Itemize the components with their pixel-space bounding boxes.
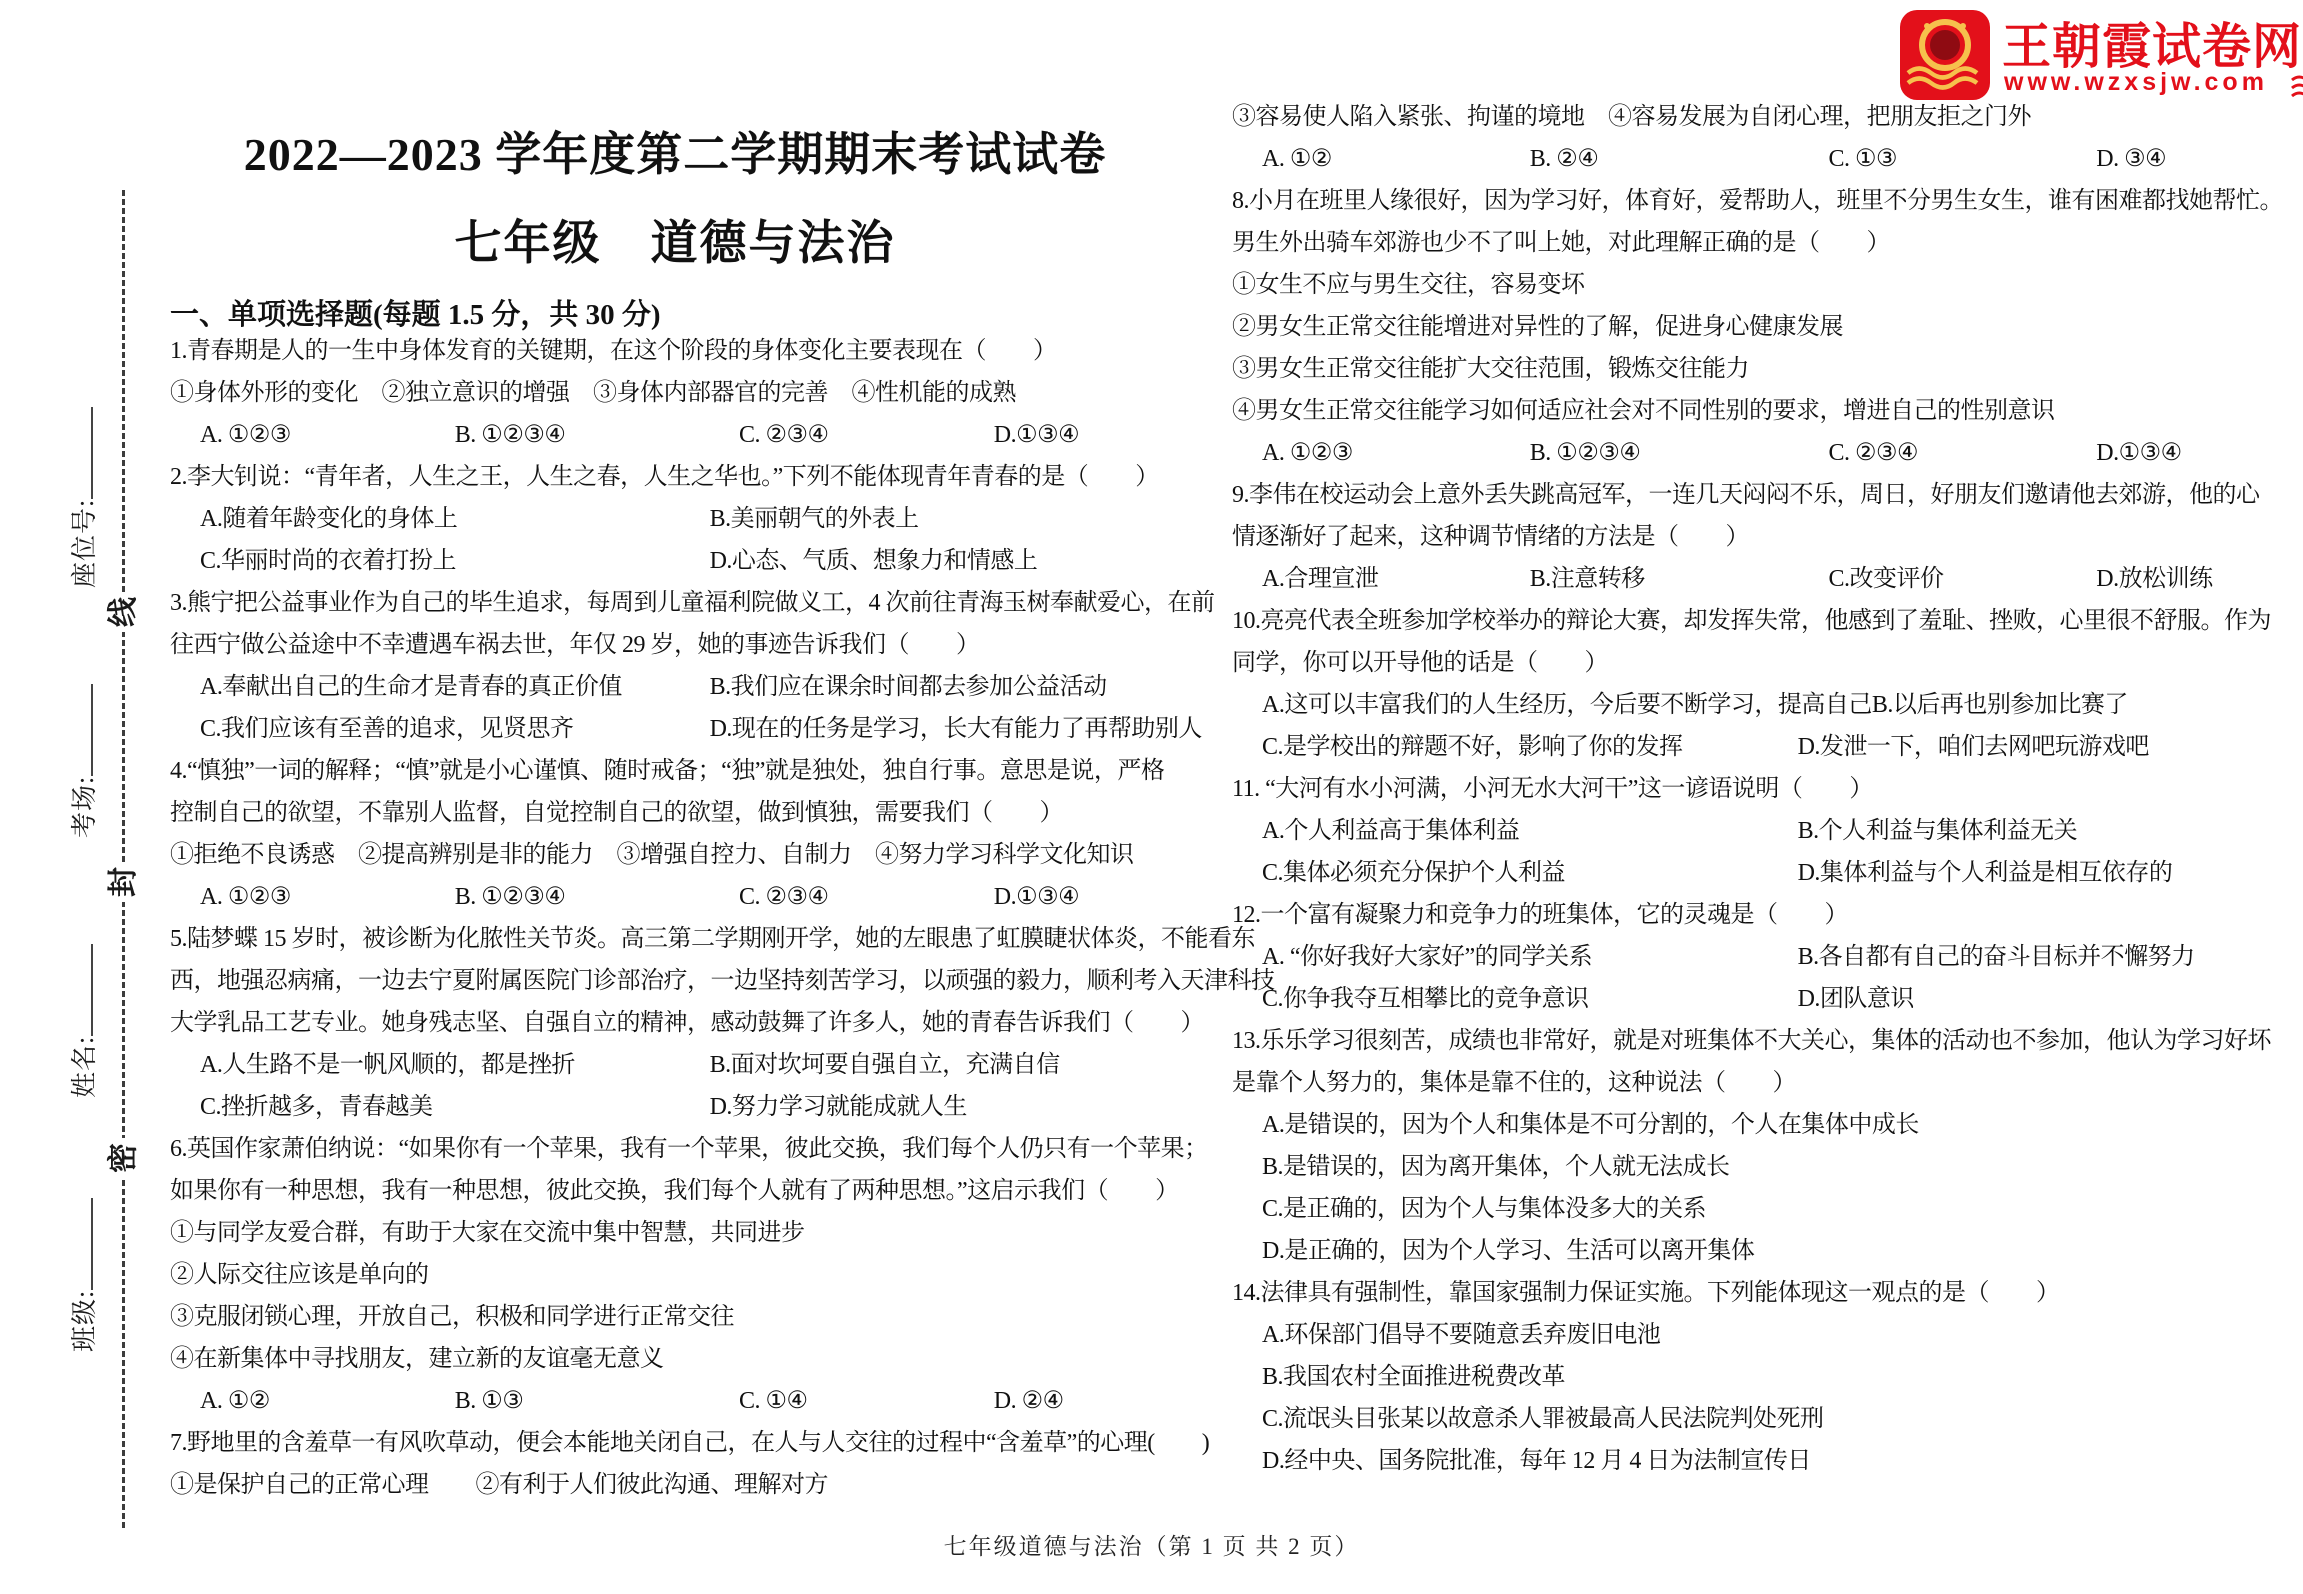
logo-site-url: www.wzxsjw.com [2004, 68, 2268, 96]
options-row [1232, 558, 2292, 600]
question-text-line: ①女生不应与男生交往，容易变坏 [1232, 272, 1585, 298]
option-cell: A. ①② [200, 1388, 270, 1414]
option-cell: B.以后再也别参加比赛了 [1871, 692, 2128, 718]
margin-field-label: 班级: [70, 1289, 99, 1352]
question-text-line: 5.陆梦蝶 15 岁时，被诊断为化脓性关节炎。高三第二学期刚开学，她的左眼患了虹膜睫状体炎，不能看东 [170, 926, 1255, 952]
seal-char: 封 [104, 862, 144, 902]
options-row [1232, 978, 2292, 1020]
question-text-line: 2.李大钊说：“青年者，人生之王，人生之春，人生之华也。”下列不能体现青年青春的是（ ） [170, 464, 1159, 490]
exam-title: 2022—2023 学年度第二学期期末考试试卷 [243, 129, 1107, 180]
option-cell: A. ①②③ [1262, 440, 1353, 466]
option-cell: D. ③④ [2096, 146, 2167, 172]
question-text-line: 大学乳品工艺专业。她身残志坚、自强自立的精神，感动鼓舞了许多人，她的青春告诉我们（ ） [170, 1010, 1204, 1036]
margin-field-3 [64, 1198, 101, 1352]
question-text-line: 往西宁做公益途中不幸遭遇车祸去世，年仅 29 岁，她的事迹告诉我们（ ） [170, 632, 980, 658]
question-text-line: 7.野地里的含羞草一有风吹草动，便会本能地关闭自己，在人与人交往的过程中“含羞草”的心理( ) [170, 1430, 1210, 1456]
options-row [1232, 852, 2292, 894]
exam-subtitle: 七年级 道德与法治 [454, 218, 896, 270]
option-cell: D.心态、气质、想象力和情感上 [709, 548, 1038, 574]
margin-field-blank [67, 1198, 93, 1290]
options-row [170, 1044, 1180, 1086]
exam-header [170, 118, 1180, 273]
question-text-line: 情逐渐好了起来，这种调节情绪的方法是（ ） [1232, 524, 1749, 550]
question-text-line: 9.李伟在校运动会上意外丢失跳高冠军，一连几天闷闷不乐，周日，好朋友们邀请他去郊游，他的心 [1232, 482, 2260, 508]
margin-field-2 [64, 944, 101, 1098]
option-cell: A.合理宣泄 [1262, 566, 1379, 592]
option-cell: D.①③④ [993, 884, 1080, 910]
question-text-line: ③克服闭锁心理，开放自己，积极和同学进行正常交往 [170, 1304, 734, 1330]
option-cell: C.我们应该有至善的追求，见贤思齐 [200, 716, 574, 742]
options-row [170, 414, 1180, 456]
question-text-line: 3.熊宁把公益事业作为自己的毕生追求，每周到儿童福利院做义工，4 次前往青海玉树奉献爱心，在前 [170, 590, 1215, 616]
question-text-line: ④在新集体中寻找朋友，建立新的友谊毫无意义 [170, 1346, 664, 1372]
logo-site-name: 王朝霞试卷网 [2002, 20, 2303, 74]
option-line: A.是错误的，因为个人和集体是不可分割的，个人在集体中成长 [1262, 1112, 1919, 1138]
option-cell: D.集体利益与个人利益是相互依存的 [1797, 860, 2173, 886]
options-row [1232, 936, 2292, 978]
options-row [170, 708, 1202, 750]
question-text-line: 10.亮亮代表全班参加学校举办的辩论大赛，却发挥失常，他感到了羞耻、挫败，心里很不舒服。作为 [1232, 608, 2271, 634]
option-cell: D.发泄一下，咱们去网吧玩游戏吧 [1797, 734, 2149, 760]
option-cell: C.华丽时尚的衣着打扮上 [200, 548, 457, 574]
options-row [170, 1380, 1180, 1422]
margin-field-label: 考场: [70, 775, 99, 838]
question-text-line: 1.青春期是人的一生中身体发育的关键期，在这个阶段的身体变化主要表现在（ ） [170, 338, 1057, 364]
option-cell: A.奉献出自己的生命才是青春的真正价值 [200, 674, 622, 700]
margin-field-1 [64, 684, 101, 838]
options-row [170, 876, 1180, 918]
margin-field-blank [67, 944, 93, 1036]
options-row [170, 1086, 1180, 1128]
option-cell: A.这可以丰富我们的人生经历，今后要不断学习，提高自己 [1262, 692, 1872, 718]
option-line: B.是错误的，因为离开集体，个人就无法成长 [1262, 1154, 1730, 1180]
option-line: B.我国农村全面推进税费改革 [1262, 1364, 1566, 1390]
questions-column-right [1232, 96, 2292, 1482]
option-cell: A. ①②③ [200, 422, 291, 448]
options-row [1232, 684, 2292, 726]
seal-char: 密 [104, 1138, 144, 1178]
question-text-line: 是靠个人努力的，集体是靠不住的，这种说法（ ） [1232, 1070, 1796, 1096]
option-cell: D.放松训练 [2096, 566, 2213, 592]
option-cell: C.你争我夺互相攀比的竞争意识 [1262, 986, 1589, 1012]
option-cell: B. ①②③④ [1529, 440, 1641, 466]
option-line: C.是正确的，因为个人与集体没多大的关系 [1262, 1196, 1707, 1222]
option-cell: C.是学校出的辩题不好，影响了你的发挥 [1262, 734, 1683, 760]
page-footer: 七年级道德与法治（第 1 页 共 2 页） [943, 1534, 1360, 1559]
option-cell: B.美丽朝气的外表上 [709, 506, 919, 532]
margin-field-0 [64, 407, 101, 588]
option-cell: A.人生路不是一帆风顺的，都是挫折 [200, 1052, 575, 1078]
margin-field-label: 座位号: [70, 498, 99, 588]
question-text-line: 11. “大河有水小河满，小河无水大河干”这一谚语说明（ ） [1232, 776, 1873, 802]
margin-field-blank [67, 407, 93, 499]
options-row [170, 666, 1180, 708]
options-row [1232, 810, 2292, 852]
option-line: D.经中央、国务院批准，每年 12 月 4 日为法制宣传日 [1262, 1448, 1811, 1474]
question-text-line: 8.小月在班里人缘很好，因为学习好，体育好，爱帮助人，班里不分男生女生，谁有困难都找她帮忙。 [1232, 188, 2283, 214]
option-cell: C. ②③④ [738, 884, 829, 910]
question-text-line: ①身体外形的变化 ②独立意识的增强 ③身体内部器官的完善 ④性机能的成熟 [170, 380, 1016, 406]
option-cell: B.面对坎坷要自强自立，充满自信 [709, 1052, 1060, 1078]
option-line: A.环保部门倡导不要随意丢弃废旧电池 [1262, 1322, 1661, 1348]
option-cell: B.注意转移 [1529, 566, 1645, 592]
margin-field-blank [67, 684, 93, 776]
options-row [1232, 432, 2292, 474]
option-cell: D.①③④ [2096, 440, 2182, 466]
question-text-line: 男生外出骑车郊游也少不了叫上她，对此理解正确的是（ ） [1232, 230, 1890, 256]
question-text-line: ①拒绝不良诱惑 ②提高辨别是非的能力 ③增强自控力、自制力 ④努力学习科学文化知识 [170, 842, 1134, 868]
question-text-line: 13.乐乐学习很刻苦，成绩也非常好，就是对班集体不大关心，集体的活动也不参加，他认为学习好坏 [1232, 1028, 2271, 1054]
option-cell: A.个人利益高于集体利益 [1262, 818, 1520, 844]
options-row [170, 540, 1180, 582]
section-heading: 一、单项选择题(每题 1.5 分，共 30 分) [170, 299, 661, 331]
option-line: D.是正确的，因为个人学习、生活可以离开集体 [1262, 1238, 1755, 1264]
option-cell: B. ①③ [454, 1388, 524, 1414]
option-cell: C. ①③ [1828, 146, 1898, 172]
option-cell: D.现在的任务是学习，长大有能力了再帮助别人 [709, 716, 1202, 742]
option-cell: A.随着年龄变化的身体上 [200, 506, 458, 532]
option-cell: B.个人利益与集体利益无关 [1797, 818, 2078, 844]
question-text-line: 12.一个富有凝聚力和竞争力的班集体，它的灵魂是（ ） [1232, 902, 1848, 928]
wzxsjw-logo-icon [1900, 10, 1990, 100]
question-text-line: 同学，你可以开导他的话是（ ） [1232, 650, 1608, 676]
question-text-line: 4.“慎独”一词的解释；“慎”就是小心谨慎、随时戒备；“独”就是独处，独自行事。意思是说，严格 [170, 758, 1165, 784]
question-text-line: 如果你有一种思想，我有一种思想，彼此交换，我们每个人就有了两种思想。”这启示我们（ ） [170, 1178, 1179, 1204]
options-row [1232, 138, 2292, 180]
option-cell: A. ①②③ [200, 884, 291, 910]
option-cell: A. “你好我好大家好”的同学关系 [1262, 944, 1593, 970]
option-cell: D. ②④ [993, 1388, 1064, 1414]
question-text-line: 14.法律具有强制性，靠国家强制力保证实施。下列能体现这一观点的是（ ） [1232, 1280, 2060, 1306]
option-cell: B. ①②③④ [454, 422, 566, 448]
question-text-line: ②男女生正常交往能增进对异性的了解，促进身心健康发展 [1232, 314, 1843, 340]
option-cell: B.我们应在课余时间都去参加公益活动 [709, 674, 1107, 700]
questions-column-left [170, 330, 1275, 1506]
option-cell: C. ②③④ [1828, 440, 1919, 466]
option-cell: D.努力学习就能成就人生 [709, 1094, 967, 1120]
seal-char: 线 [104, 592, 144, 632]
question-text-line: 控制自己的欲望，不靠别人监督，自觉控制自己的欲望，做到慎独，需要我们（ ） [170, 800, 1063, 826]
option-cell: C.挫折越多，青春越美 [200, 1094, 433, 1120]
option-cell: D.①③④ [993, 422, 1080, 448]
option-cell: B. ②④ [1529, 146, 1599, 172]
options-row [1232, 726, 2292, 768]
question-text-line: ④男女生正常交往能学习如何适应社会对不同性别的要求，增进自己的性别意识 [1232, 398, 2055, 424]
option-cell: A. ①② [1262, 146, 1332, 172]
options-row [170, 498, 1180, 540]
question-text-line: ①是保护自己的正常心理 ②有利于人们彼此沟通、理解对方 [170, 1472, 828, 1498]
option-line: C.流氓头目张某以故意杀人罪被最高人民法院判处死刑 [1262, 1406, 1824, 1432]
seal-dashed-line [122, 190, 125, 1528]
option-cell: C. ②③④ [738, 422, 829, 448]
option-cell: D.团队意识 [1797, 986, 1914, 1012]
site-logo [1900, 8, 2303, 104]
question-text-line: ③男女生正常交往能扩大交往范围，锻炼交往能力 [1232, 356, 1749, 382]
question-text-line: ②人际交往应该是单向的 [170, 1262, 429, 1288]
question-text-line: ①与同学友爱合群，有助于大家在交流中集中智慧，共同进步 [170, 1220, 805, 1246]
option-cell: B.各自都有自己的奋斗目标并不懈努力 [1797, 944, 2195, 970]
margin-field-label: 姓名: [70, 1035, 99, 1098]
option-cell: C.改变评价 [1828, 566, 1944, 592]
option-cell: C. ①④ [738, 1388, 808, 1414]
option-cell: C.集体必须充分保护个人利益 [1262, 860, 1566, 886]
question-text-line: ③容易使人陷入紧张、拘谨的境地 ④容易发展为自闭心理，把朋友拒之门外 [1232, 104, 2031, 130]
question-text-line: 6.英国作家萧伯纳说：“如果你有一个苹果，我有一个苹果，彼此交换，我们每个人仍只有一个苹果； [170, 1136, 1208, 1162]
question-text-line: 西，地强忍病痛，一边去宁夏附属医院门诊部治疗，一边坚持刻苦学习，以顽强的毅力，顺利考入天津科技 [170, 968, 1275, 994]
option-cell: B. ①②③④ [454, 884, 566, 910]
